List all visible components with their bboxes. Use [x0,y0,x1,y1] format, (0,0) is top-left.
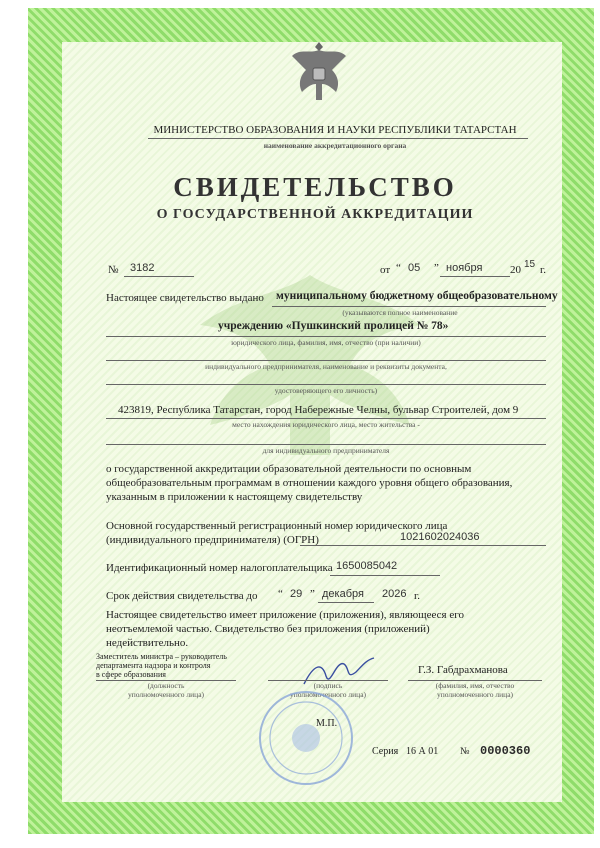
organization-line-2: учреждению «Пушкинский пролицей № 78» [218,320,449,332]
document-subtitle: О ГОСУДАРСТВЕННОЙ АККРЕДИТАЦИИ [156,207,474,222]
serial-label: № [460,746,470,757]
org-line-2-underline [106,336,546,337]
accreditation-line: о государственной аккредитации образовательной деятельности по основным [106,463,472,475]
caption-name [408,681,542,699]
signer-position [96,652,227,679]
appendix-paragraph [106,608,464,650]
caption-name-line: уполномоченного лица) [436,690,514,699]
issued-label: Настоящее свидетельство выдано [106,292,264,304]
inn-label: Идентификационный номер налогоплательщика [106,562,333,574]
date-from-label: от [380,264,391,276]
date-open-quote: “ [396,262,401,274]
series-value: 16 А 01 [406,746,439,757]
caption-position-line: уполномоченного лица) [127,690,205,699]
caption-position [96,681,236,699]
accreditation-paragraph [106,462,512,504]
validity-day: 29 [290,588,303,600]
org-line-1-underline [272,306,546,307]
validity-label: Срок действия свидетельства до [106,590,258,602]
serial-number: 0000360 [480,744,531,758]
date-month-underline [440,276,510,277]
ogrn-paragraph [106,519,447,547]
caption-position-line: (должность [147,681,185,690]
number-underline [124,276,194,277]
caption-identity: удостоверяющего его личность) [274,386,378,395]
date-year-prefix: 20 [510,264,521,276]
official-stamp-icon [256,688,356,788]
validity-year-label: г. [414,590,421,602]
accreditation-line: указанным в приложении к настоящему свидетельству [106,491,363,503]
accreditation-line: общеобразовательным программам в отношении каждого уровня общего образования, [106,477,513,489]
organization-line-1: муниципальному бюджетному общеобразовательному [276,290,558,302]
date-day: 05 [408,262,421,274]
address-underline [106,418,546,419]
appendix-line: Настоящее свидетельство имеет приложение (приложения), являющееся его [106,609,464,621]
caption-signature-line: (подпись [313,681,343,690]
signer-position-line: Заместитель министра – руководитель [96,652,227,661]
stamp-place-label: М.П. [316,718,338,729]
appendix-line: неотъемлемой частью. Свидетельство без приложения (приложений) [106,623,430,635]
caption-for-entrepreneur: для индивидуального предпринимателя [262,446,390,455]
caption-entrepreneur: индивидуального предпринимателя, наименование и реквизиты документа, [205,362,447,371]
signer-name: Г.З. Габдрахманова [418,664,508,676]
date-close-quote: ” [434,262,439,274]
ogrn-line: (индивидуального предпринимателя) (ОГРН) [106,534,319,546]
number-label: № [108,264,119,276]
date-year-suffix: 15 [524,259,536,270]
validity-month-underline [318,602,374,603]
inn-value: 1650085042 [336,560,398,572]
caption-location: место нахождения юридического лица, место жительства - [232,420,420,429]
blank-line-1 [106,360,546,361]
document-title: СВИДЕТЕЛЬСТВО [173,172,457,202]
signer-position-line: департамента надзора и контроля [96,661,211,670]
signer-position-line: в сфере образования [96,670,166,679]
validity-month: декабря [322,588,364,600]
ogrn-line: Основной государственный регистрационный номер юридического лица [106,520,448,532]
caption-full-name: (указываются полное наименование [342,308,458,317]
validity-open-quote: “ [278,588,283,600]
validity-close-quote: ” [310,588,315,600]
ogrn-underline [300,545,546,546]
caption-signature-line: уполномоченного лица) [289,690,367,699]
ogrn-value: 1021602024036 [400,531,480,543]
address: 423819, Республика Татарстан, город Набережные Челны, бульвар Строителей, дом 9 [118,404,519,416]
blank-line-2 [106,384,546,385]
series-label: Серия [372,746,399,757]
certificate-number: 3182 [130,262,155,274]
blank-line-3 [106,444,546,445]
caption-legal-entity: юридического лица, фамилия, имя, отчество (при наличии) [231,338,421,347]
ministry-caption: наименование аккредитационного органа [263,141,407,150]
date-month: ноября [446,262,483,274]
date-year-label: г. [540,264,547,276]
validity-year: 2026 [382,588,407,600]
inn-underline [330,575,440,576]
appendix-line: недействительно. [106,637,189,649]
ministry-underline [148,138,528,139]
ministry-name: МИНИСТЕРСТВО ОБРАЗОВАНИЯ И НАУКИ РЕСПУБЛИКИ ТАТАРСТАН [153,124,517,136]
coat-of-arms-icon [288,36,350,104]
caption-name-line: (фамилия, имя, отчество [435,681,515,690]
